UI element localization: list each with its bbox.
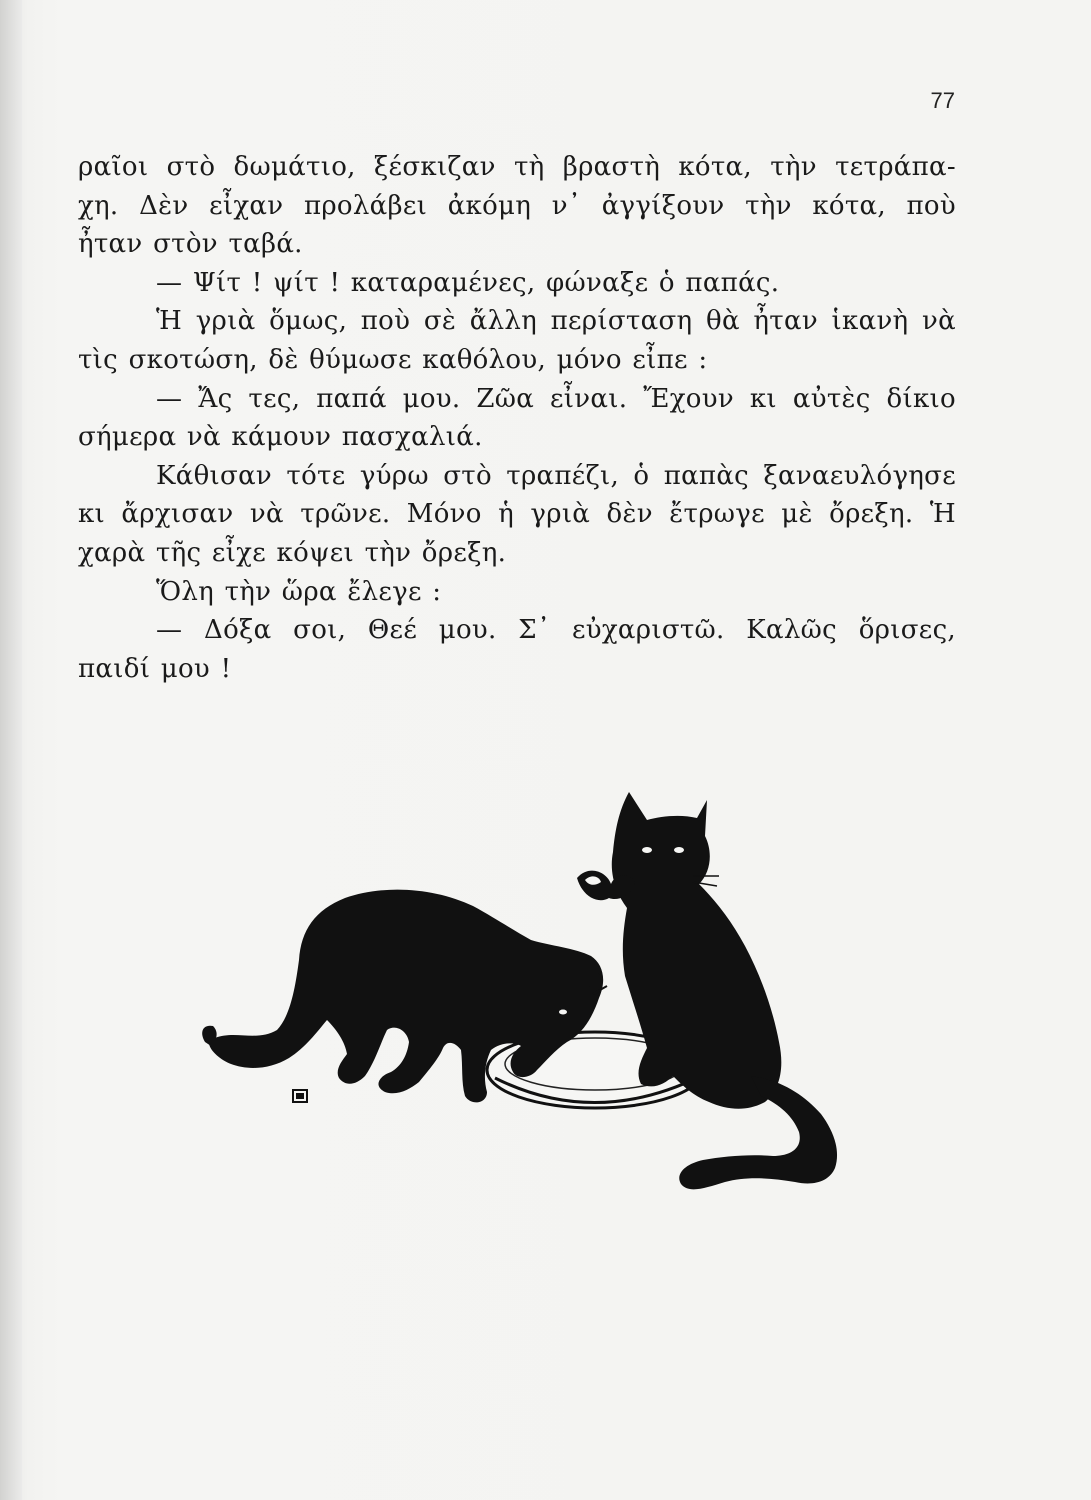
text-line: χαρὰ τῆς εἶχε κόψει τὴν ὄρεξη. <box>78 537 507 568</box>
text-line: σήμερα νὰ κάμουν πασχαλιά. <box>78 422 483 453</box>
body-text <box>78 148 956 688</box>
text-line: — Δόξα σοι, Θεέ μου. Σ᾽ εὐχαριστῶ. Καλῶς ὅρισες, <box>156 615 956 646</box>
text-line: Κάθισαν τότε γύρω στὸ τραπέζι, ὁ παπὰς ξαναευλόγησε <box>156 460 956 491</box>
text-line: Ὅλη τὴν ὥρα ἔλεγε : <box>156 576 442 607</box>
page-number: 77 <box>930 88 955 113</box>
text-line: ραῖοι στὸ δωμάτιο, ξέσκιζαν τὴ βραστὴ κότα, τὴν τετράπα- <box>78 152 956 182</box>
text-line: ἦταν στὸν ταβά. <box>78 229 303 260</box>
page-binding-edge <box>0 0 22 1500</box>
text-line: — Ἄς τες, παπά μου. Ζῶα εἶναι. Ἔχουν κι αὐτὲς δίκιο <box>156 383 956 414</box>
text-line: Ἡ γριὰ ὅμως, ποὺ σὲ ἄλλη περίσταση θὰ ἦταν ἱκανὴ νὰ <box>156 306 956 337</box>
text-line: χη. Δὲν εἶχαν προλάβει ἀκόμη ν᾽ ἀγγίξουν τὴν κότα, ποὺ <box>78 190 956 221</box>
text-line: — Ψίτ ! ψίτ ! καταραμένες, φώναξε ὁ παπάς. <box>156 267 780 298</box>
cats-illustration <box>195 780 855 1220</box>
text-line: παιδί μου ! <box>78 653 232 684</box>
text-line: τὶς σκοτώση, δὲ θύμωσε καθόλου, μόνο εἶπε : <box>78 344 708 375</box>
text-line: κι ἄρχισαν νὰ τρῶνε. Μόνο ἡ γριὰ δὲν ἔτρωγε μὲ ὄρεξη. Ἡ <box>78 499 956 530</box>
artist-monogram-icon <box>293 1090 307 1102</box>
cat-sitting-icon <box>577 792 837 1189</box>
